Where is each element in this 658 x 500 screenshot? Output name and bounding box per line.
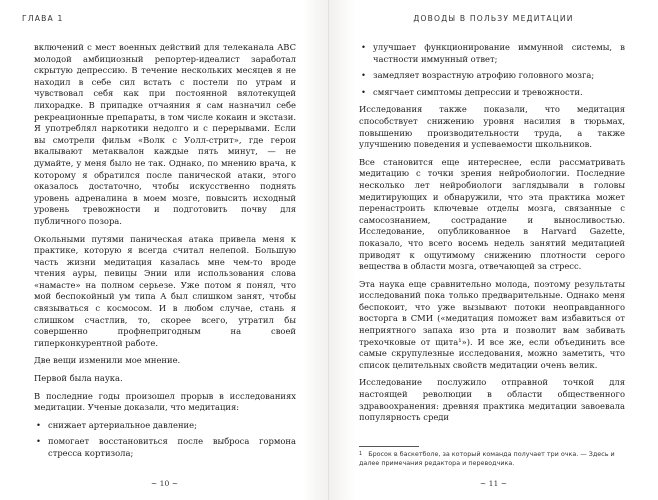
- paragraph: В последние годы произошел прорыв в исследованиях медитации. Ученые доказали, что медитация:: [34, 390, 296, 413]
- list-item-text: замедляет возрастную атрофию головного мозга;: [373, 70, 595, 81]
- bullet-list: [359, 42, 625, 98]
- footnote-divider: [359, 446, 419, 447]
- page-number-right: ~ 11 ~: [479, 479, 508, 488]
- left-page-text: [34, 42, 296, 466]
- paragraph: Две вещи изменили мое мнение.: [34, 355, 181, 366]
- list-item: [34, 420, 296, 432]
- paragraph: Эта наука еще сравнительно молода, поэтому результаты исследований пока только предварительные. Однако меня беспокоит, что уже вызывают потоки неоправданного восторга в СМИ («медитация поможет вам избавиться от неприятного запаха изо рта и позволит вам забивать трехочковые от щита¹»). И все же, если объединить все самые скрупулезные исследования, можно заметить, что список целительных свойств медитации очень велик.: [359, 278, 625, 370]
- list-item: [359, 70, 625, 82]
- list-item-text: улучшает функционирование иммунной системы, в частности иммунный ответ;: [373, 42, 625, 64]
- bullet-icon: •: [361, 42, 366, 52]
- bullet-icon: •: [361, 70, 366, 81]
- footnote-marker: 1: [359, 451, 363, 457]
- running-head-left: ГЛАВА 1: [22, 14, 64, 23]
- paragraph: Все становится еще интереснее, если рассматривать медитацию с точки зрения нейробиологии. Последние несколько лет нейробиологи заглядывали в головы медитирующих и обнаружили, что эта практика может перенастроить ключевые отделы мозга, связанные с самосознанием, сострадание и выносливостью. Исследование, опубликованное в Harvard Gazette, показало, что всего восемь недель занятий медитацией приводят к ощутимому снижению плотности серого вещества в области мозга, отвечающей за стресс.: [359, 156, 625, 272]
- bullet-icon: •: [361, 86, 366, 97]
- list-item-text: снижает артериальное давление;: [48, 419, 197, 430]
- paragraph: Исследования также показали, что медитация способствует снижению уровня насилия в тюрьмах, повышению производительности труда, а также улучшению поведения и успеваемости школьников.: [359, 104, 625, 150]
- list-item: [359, 42, 625, 65]
- page-number-left: ~ 10 ~: [150, 479, 179, 488]
- paragraph: Исследование послужило отправной точкой для настоящей революции в области общественного здравоохранения: древняя практика медитации завоевала популярность среди: [359, 377, 625, 423]
- footnote: [359, 450, 625, 467]
- paragraph: включений с мест военных действий для телеканала ABC молодой амбициозный репортер-идеалист заработал скрытую депрессию. В течение нескольких месяцев я не находил в себе сил встать с постели по утрам и чувствовал себя как при постоянной вялотекущей лихорадке. В припадке отчаяния я сам назначил себе рекреационные препараты, в том числе кокаин и экстази. Я употреблял наркотики недолго и с перерывами. Если вы смотрели фильм «Волк с Уолл-стрит», где герои вкалывают метаквалон каждые пять минут, — не думайте, у меня было не так. Однако, по мнению врача, к которому я обратился после панической атаки, этого оказалось достаточно, чтобы искусственно поднять уровень адреналина в моем мозге, повысить исходный уровень тревожности и подготовить почву для публичного позора.: [34, 42, 296, 226]
- list-item: [34, 436, 296, 459]
- paragraph: Окольными путями паническая атака привела меня к практике, которую я всегда считал нелепой. Большую часть жизни медитация казалась мне чем-то вроде чтения ауры, певицы Энии или использования слова «намасте» на полном серьезе. Уже потом я понял, что мой беспокойный ум типа А был слишком занят, чтобы связываться с космосом. И в любом случае, стань я слишком счастлив, то, скорее всего, утратил бы совершенно профнепригодным на своей гиперконкурентной работе.: [34, 233, 296, 348]
- list-item: [359, 87, 625, 99]
- running-head-right: ДОВОДЫ В ПОЛЬЗУ МЕДИТАЦИИ: [413, 14, 574, 23]
- right-page: [329, 0, 658, 500]
- list-item-text: помогает восстановиться после выброса гормона стресса кортизола;: [48, 436, 296, 458]
- list-item-text: смягчает симптомы депрессии и тревожности.: [373, 86, 583, 97]
- bullet-icon: •: [36, 419, 41, 430]
- right-page-text: [359, 42, 625, 430]
- bullet-list: [34, 420, 296, 460]
- paragraph: Первой была наука.: [34, 373, 123, 384]
- bullet-icon: •: [36, 436, 41, 447]
- footnote-text: Бросок в баскетболе, за который команда получает три очка. — Здесь и далее примечания редактора и переводчика.: [359, 450, 615, 467]
